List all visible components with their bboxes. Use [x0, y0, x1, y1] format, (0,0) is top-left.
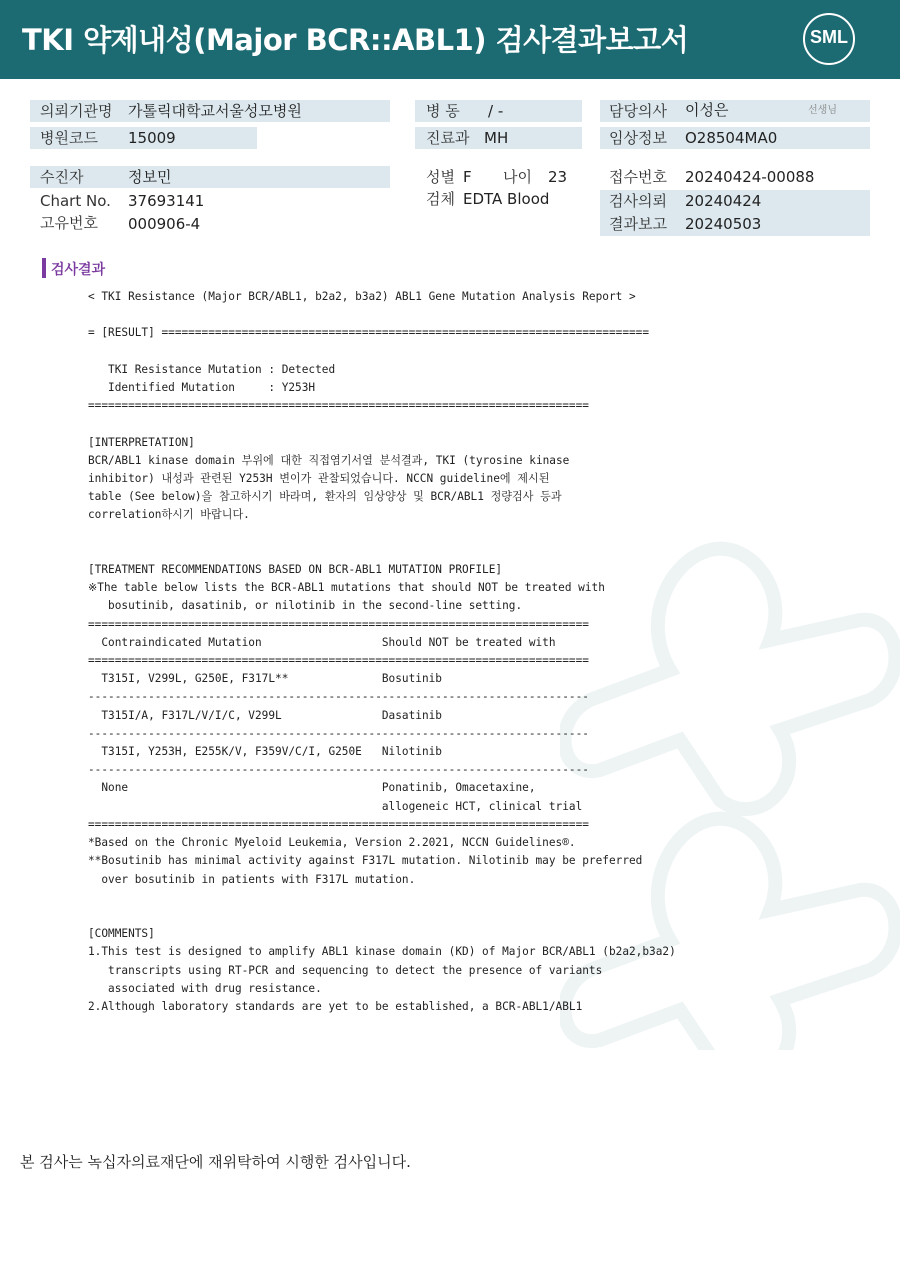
sex-value: F	[463, 168, 472, 186]
institution-label: 의뢰기관명	[40, 102, 113, 120]
specimen-label: 검체	[426, 190, 455, 208]
result-label: 결과보고	[609, 215, 667, 233]
department-label: 진료과	[426, 129, 470, 147]
institution-value: 가톨릭대학교서울성모병원	[128, 102, 302, 120]
logo-text: SML	[810, 27, 848, 47]
result-value: 20240503	[685, 215, 762, 233]
clinical-info-value: O28504MA0	[685, 129, 778, 147]
unique-label: 고유번호	[40, 214, 98, 232]
doctor-value: 이성은	[685, 101, 729, 119]
doctor-suffix: 선생님	[808, 105, 837, 116]
section-title: 검사결과	[51, 262, 106, 278]
name-bar	[30, 166, 390, 188]
section-marker	[42, 258, 46, 278]
unique-value: 000906-4	[128, 215, 201, 233]
sml-logo	[800, 10, 858, 68]
chart-value: 37693141	[128, 192, 205, 210]
report-body: < TKI Resistance (Major BCR/ABL1, b2a2, b3a2) ABL1 Gene Mutation Analysis Report > = [RESULT] ========================================================================= TKI Resistance Mutation : Detected Identified Mutation : Y253H =========================================================================== [INTERPRETATION] BCR/ABL1 kinase domain 부위에 대한 직접염기서열 분석결과, TKI (tyrosine kinase inhibitor) 내성과 관련된 Y253H 변이가 관찰되었습니다. NCCN guideline에 제시된 table (See below)을 참고하시기 바라며, 환자의 임상양상 및 BCR/ABL1 정량검사 등과 correlation하시기 바랍니다. [TREATMENT RECOMMENDATIONS BASED ON BCR-ABL1 MUTATION PROFILE] ※The table below lists the BCR-ABL1 mutations that should NOT be treated with bosutinib, dasatinib, or nilotinib in the second-line setting. =========================================================================== Contraindicated Mutation Should NOT be treated with =========================================================================== T315I, V299L, G250E, F317L** Bosutinib --------------------------------------------------------------------------- T315I/A, F317L/V/I/C, V299L Dasatinib --------------------------------------------------------------------------- T315I, Y253H, E255K/V, F359V/C/I, G250E Nilotinib --------------------------------------------------------------------------- None Ponatinib, Omacetaxine, allogeneic HCT, clinical trial =========================================================================== *Based on the Chronic Myeloid Leukemia, Version 2.2021, NCCN Guidelines®. **Bosutinib has minimal activity against F317L mutation. Nilotinib may be preferred over bosutinib in patients with F317L mutation. [COMMENTS] 1.This test is designed to amplify ABL1 kinase domain (KD) of Major BCR/ABL1 (b2a2,b3a2) transcripts using RT-PCR and sequencing to detect the presence of variants associated with drug resistance. 2.Although laboratory standards are yet to be established, a BCR-ABL1/ABL1	[88, 290, 676, 1013]
request-label: 검사의뢰	[609, 192, 667, 210]
hospital-code-label: 병원코드	[40, 129, 98, 147]
age-label: 나이	[503, 168, 532, 186]
report-title: TKI 약제내성(Major BCR::ABL1) 검사결과보고서	[22, 23, 689, 57]
footer-note: 본 검사는 녹십자의료재단에 재위탁하여 시행한 검사입니다.	[20, 1153, 411, 1171]
name-label: 수진자	[40, 168, 84, 186]
hospital-code-value: 15009	[128, 129, 176, 147]
request-value: 20240424	[685, 192, 762, 210]
clinical-info-label: 임상정보	[609, 129, 667, 147]
chart-label: Chart No.	[40, 192, 111, 210]
receipt-label: 접수번호	[609, 168, 667, 186]
ward-value: / -	[488, 102, 504, 120]
ward-label: 병 동	[426, 102, 460, 120]
department-value: MH	[484, 129, 509, 147]
sex-label: 성별	[426, 168, 455, 186]
receipt-value: 20240424-00088	[685, 168, 815, 186]
report-header	[0, 0, 900, 79]
age-value: 23	[548, 168, 568, 186]
specimen-value: EDTA Blood	[463, 190, 550, 208]
name-value: 정보민	[128, 168, 172, 186]
doctor-label: 담당의사	[609, 102, 667, 120]
